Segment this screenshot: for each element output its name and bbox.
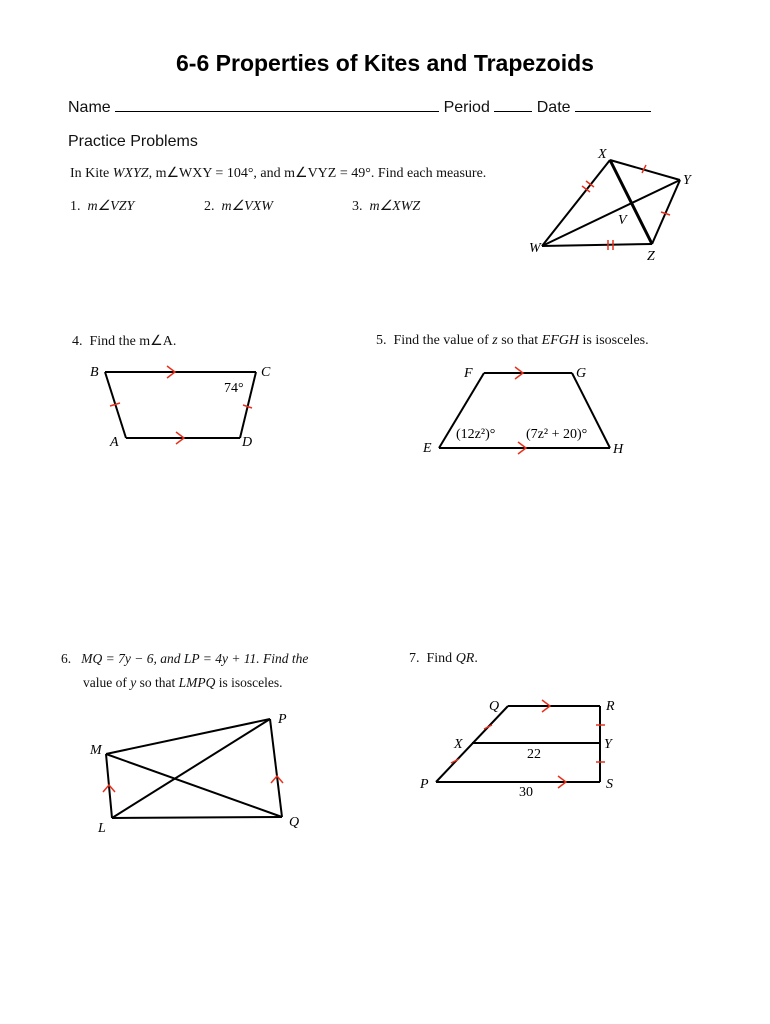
period-label: Period — [443, 99, 490, 116]
label-q7-r: R — [606, 699, 615, 714]
trapezoid-lmpq-marks — [103, 776, 283, 792]
kite-label-y: Y — [683, 173, 691, 188]
kite-side-zw — [542, 244, 652, 246]
question-4-text: Find the m∠A. — [89, 334, 177, 349]
question-6-number: 6. — [61, 651, 72, 666]
side-pq — [270, 719, 282, 817]
date-label: Date — [536, 99, 571, 116]
name-period-date-line — [68, 97, 651, 117]
question-1 — [70, 198, 134, 215]
trapezoid-efgh-marks — [515, 367, 526, 454]
question-6-name: LMPQ — [178, 675, 216, 690]
question-6-text-b: so that — [136, 675, 179, 690]
worksheet-title: 6-6 Properties of Kites and Trapezoids — [176, 50, 594, 76]
period-blank[interactable] — [494, 97, 532, 112]
question-6-text-a: value of — [83, 675, 131, 690]
angle-c-value: 74° — [224, 381, 244, 396]
angle-h-expression: (7z² + 20)° — [526, 427, 588, 442]
kite-intro-given: , m∠WXY = 104°, and m∠VYZ = 49°. Find each measure. — [148, 166, 487, 181]
label-l: L — [98, 821, 106, 836]
question-2-text: m∠VXW — [221, 199, 273, 214]
question-5-name: EFGH — [541, 333, 579, 348]
label-c: C — [261, 365, 271, 380]
question-5-number: 5. — [376, 333, 387, 348]
trapezoid-abcd-figure — [80, 358, 300, 458]
question-1-number: 1. — [70, 199, 81, 214]
label-e: E — [423, 441, 432, 456]
side-mp — [106, 719, 270, 754]
label-q: Q — [289, 815, 300, 830]
trapezoid-lmpq-figure — [84, 705, 314, 840]
diagonal-mq — [106, 754, 282, 817]
question-6-var: y — [130, 675, 137, 690]
section-label: Practice Problems — [68, 133, 198, 150]
trapezoid-pqrs-figure — [410, 690, 630, 805]
question-5-var: z — [492, 333, 498, 348]
question-6-line-1 — [61, 651, 308, 667]
question-6-line-2 — [83, 675, 282, 691]
question-1-text: m∠VZY — [87, 199, 135, 214]
name-label: Name — [68, 99, 111, 116]
name-blank[interactable] — [115, 97, 439, 112]
kite-figure — [520, 140, 700, 270]
question-5-text-a: Find the value of — [393, 333, 493, 348]
label-q7-q: Q — [489, 699, 500, 714]
question-2 — [204, 198, 273, 215]
question-7-text-b: . — [474, 651, 478, 666]
label-p: P — [278, 712, 287, 727]
side-ql — [112, 817, 282, 818]
question-3 — [352, 198, 420, 215]
kite-side-xy — [610, 160, 680, 180]
question-3-text: m∠XWZ — [369, 199, 421, 214]
label-m: M — [90, 743, 102, 758]
label-d: D — [242, 435, 253, 450]
question-5-text-c: is isosceles. — [579, 333, 649, 348]
label-b: B — [90, 365, 99, 380]
question-2-number: 2. — [204, 199, 215, 214]
date-blank[interactable] — [575, 97, 651, 112]
base-value: 30 — [519, 785, 533, 800]
question-4-number: 4. — [72, 334, 83, 349]
kite-label-x: X — [598, 147, 607, 162]
question-5 — [376, 333, 649, 349]
trapezoid-efgh-figure — [420, 360, 640, 460]
kite-label-w: W — [529, 241, 541, 256]
question-7 — [409, 651, 478, 667]
label-a: A — [110, 435, 119, 450]
question-5-text-b: so that — [497, 333, 542, 348]
label-g: G — [576, 366, 587, 381]
kite-intro-name: WXYZ — [112, 166, 149, 181]
question-6-given: MQ = 7y − 6, and LP = 4y + 11. Find the — [81, 651, 309, 666]
midsegment-value: 22 — [527, 747, 541, 762]
kite-side-yz — [652, 180, 680, 244]
question-6-text-c: is isosceles. — [215, 675, 283, 690]
question-7-text-a: Find — [426, 651, 456, 666]
kite-intro-prefix: In Kite — [70, 166, 113, 181]
kite-diagonal-xz — [610, 160, 652, 244]
question-7-var: QR — [455, 651, 475, 666]
label-q7-s: S — [606, 777, 613, 792]
kite-side-wx — [542, 160, 610, 246]
kite-label-z: Z — [647, 249, 655, 264]
question-3-number: 3. — [352, 199, 363, 214]
kite-label-v: V — [618, 213, 627, 228]
question-7-number: 7. — [409, 651, 420, 666]
label-h: H — [613, 442, 624, 457]
trapezoid-abcd-marks — [110, 366, 252, 444]
angle-e-expression: (12z²)° — [456, 427, 496, 442]
question-4 — [72, 333, 176, 350]
label-f: F — [464, 366, 473, 381]
label-q7-y: Y — [604, 737, 612, 752]
label-q7-p: P — [420, 777, 429, 792]
label-q7-x: X — [454, 737, 463, 752]
kite-intro — [70, 165, 486, 182]
kite-diagonal-wy — [542, 180, 680, 246]
diagonal-lp — [112, 719, 270, 818]
